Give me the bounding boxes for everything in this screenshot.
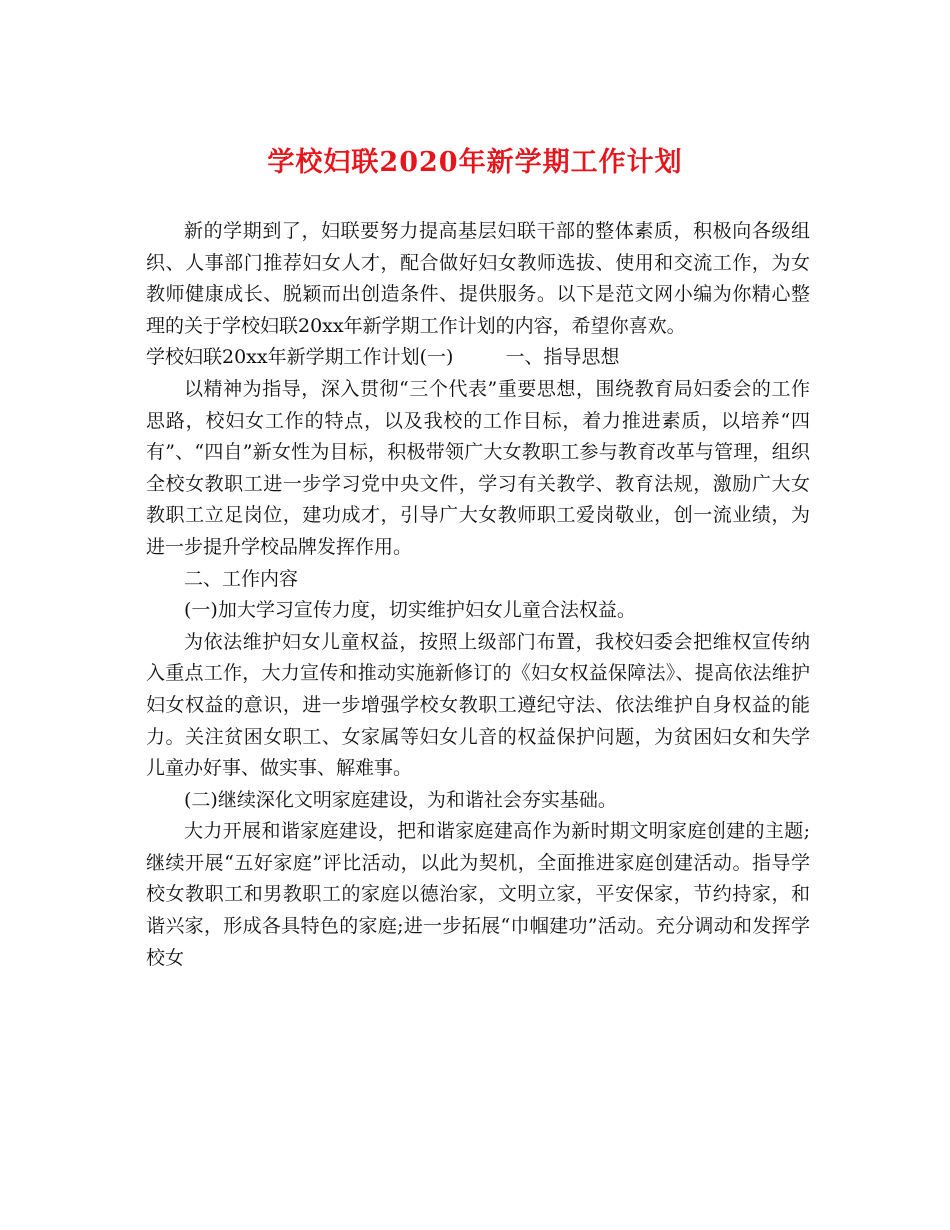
section2-heading: 二、工作内容	[184, 567, 299, 590]
item1-heading: (一)加大学习宣传力度，切实维护妇女儿童合法权益。	[184, 599, 636, 622]
item2-heading: (二)继续深化文明家庭建设，为和谐社会夯实基础。	[184, 788, 617, 811]
section1-heading: 一、指导思想	[505, 346, 620, 369]
plan-title: 学校妇联20xx年新学期工作计划(一)	[146, 346, 454, 369]
document-title: 学校妇联2020年新学期工作计划	[267, 147, 683, 178]
plan-title-line	[146, 342, 810, 374]
paragraph-section1: 以精神为指导，深入贯彻“三个代表”重要思想，围绕教育局妇委会的工作思路，校妇女工作的特点，以及我校的工作目标，着力推进素质，以培养“四有”、“四自”新女性为目标，积极带领广大女教职工参与教育改革与管理，组织全校女教职工进一步学习党中央文件，学习有关教学、教育法规，激励广大女教职工立足岗位，建功成才，引导广大女教师职工爱岗敬业，创一流业绩，为进一步提升学校品牌发挥作用。	[146, 377, 810, 558]
paragraph-item2: 大力开展和谐家庭建设，把和谐家庭建高作为新时期文明家庭创建的主题;继续开展“五好家庭”评比活动，以此为契机，全面推进家庭创建活动。指导学校女教职工和男教职工的家庭以德治家，文明立家，平安保家，节约持家，和谐兴家，形成各具特色的家庭;进一步拓展“巾帼建功”活动。充分调动和发挥学校女	[146, 820, 810, 969]
paragraph-intro: 新的学期到了，妇联要努力提高基层妇联干部的整体素质，积极向各级组织、人事部门推荐妇女人才，配合做好妇女教师选拔、使用和交流工作，为女教师健康成长、脱颖而出创造条件、提供服务。以下是范文网小编为你精心整理的关于学校妇联20xx年新学期工作计划的内容，希望你喜欢。	[146, 220, 810, 337]
document-body	[146, 216, 810, 974]
paragraph-item1: 为依法维护妇女儿童权益，按照上级部门布置，我校妇委会把维权宣传纳入重点工作，大力宣传和推动实施新修订的《妇女权益保障法》、提高依法维护妇女权益的意识，进一步增强学校女教职工遵纪守法、依法维护自身权益的能力。关注贫困女职工、女家属等妇女儿音的权益保护问题，为贫困妇女和失学儿童办好事、做实事、解难事。	[146, 630, 810, 780]
